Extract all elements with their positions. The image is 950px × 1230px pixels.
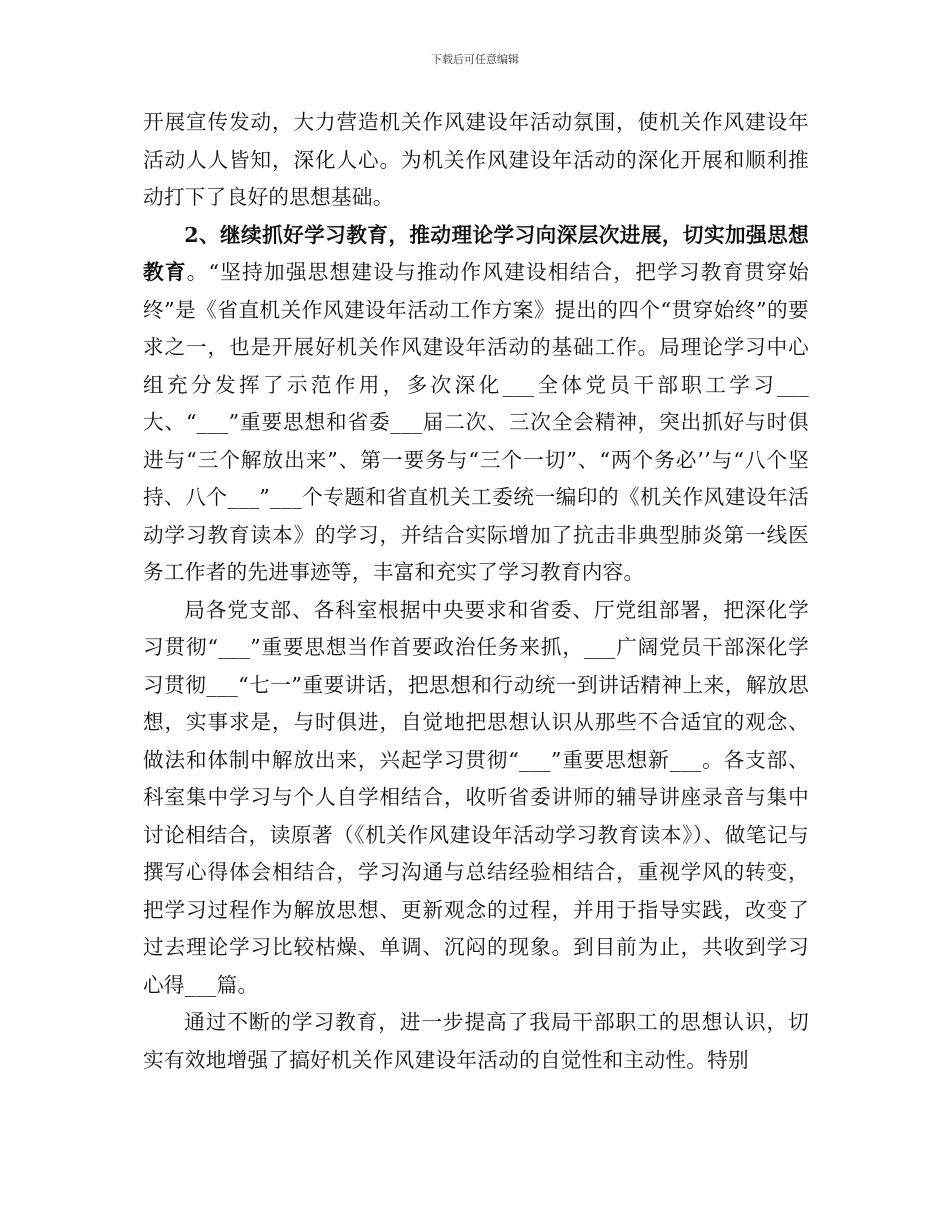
paragraph-3: 局各党支部、各科室根据中央要求和省委、厅党组部署，把深化学习贯彻“___”重要思想当作首要政治任务来抓，___广阔党员干部深化学习贯彻___“七一”重要讲话，把思想和行动统一到讲话精神上来，解放思想，实事求是，与时俱进，自觉地把思想认识从那些不合适宜的观念、做法和体制中解放出来，兴起学习贯彻“___”重要思想新___。各支部、科室集中学习与个人自学相结合，收听省委讲师的辅导讲座录音与集中讨论相结合，读原著（《机关作风建设年活动学习教育读本》）、做笔记与撰写心得体会相结合，学习沟通与总结经验相结合，重视学风的转变，把学习过程作为解放思想、更新观念的过程，并用于指导实践，改变了过去理论学习比较枯燥、单调、沉闷的现象。到目前为止，共收到学习心得___篇。: [143, 597, 809, 997]
document-body: [143, 104, 809, 1079]
page-header: 下载后可任意编辑: [431, 53, 519, 66]
paragraph-2: [143, 217, 809, 592]
section-heading: 2、继续抓好学习教育，推动理论学习向深层次进展，切实加强思想教育: [143, 222, 809, 284]
paragraph-1: 开展宣传发动，大力营造机关作风建设年活动氛围，使机关作风建设年活动人人皆知，深化人心。为机关作风建设年活动的深化开展和顺利推动打下了良好的思想基础。: [143, 110, 809, 209]
paragraph-4: 通过不断的学习教育，进一步提高了我局干部职工的思想认识，切实有效地增强了搞好机关作风建设年活动的自觉性和主动性。特别: [143, 1010, 809, 1072]
paragraph-2-text: 。“坚持加强思想建设与推动作风建设相结合，把学习教育贯穿始终”是《省直机关作风建设年活动工作方案》提出的四个“贯穿始终”的要求之一，也是开展好机关作风建设年活动的基础工作。局理论学习中心组充分发挥了示范作用，多次深化___全体党员干部职工学习___大、“___”重要思想和省委___届二次、三次全会精神，突出抓好与时俱进与“三个解放出来”、第一要务与“三个一切”、“两个务必’’与“八个坚持、八个___”___个专题和省直机关工委统一编印的《机关作风建设年活动学习教育读本》的学习，并结合实际增加了抗击非典型肺炎第一线医务工作者的先进事迹等，丰富和充实了学习教育内容。: [143, 260, 809, 584]
